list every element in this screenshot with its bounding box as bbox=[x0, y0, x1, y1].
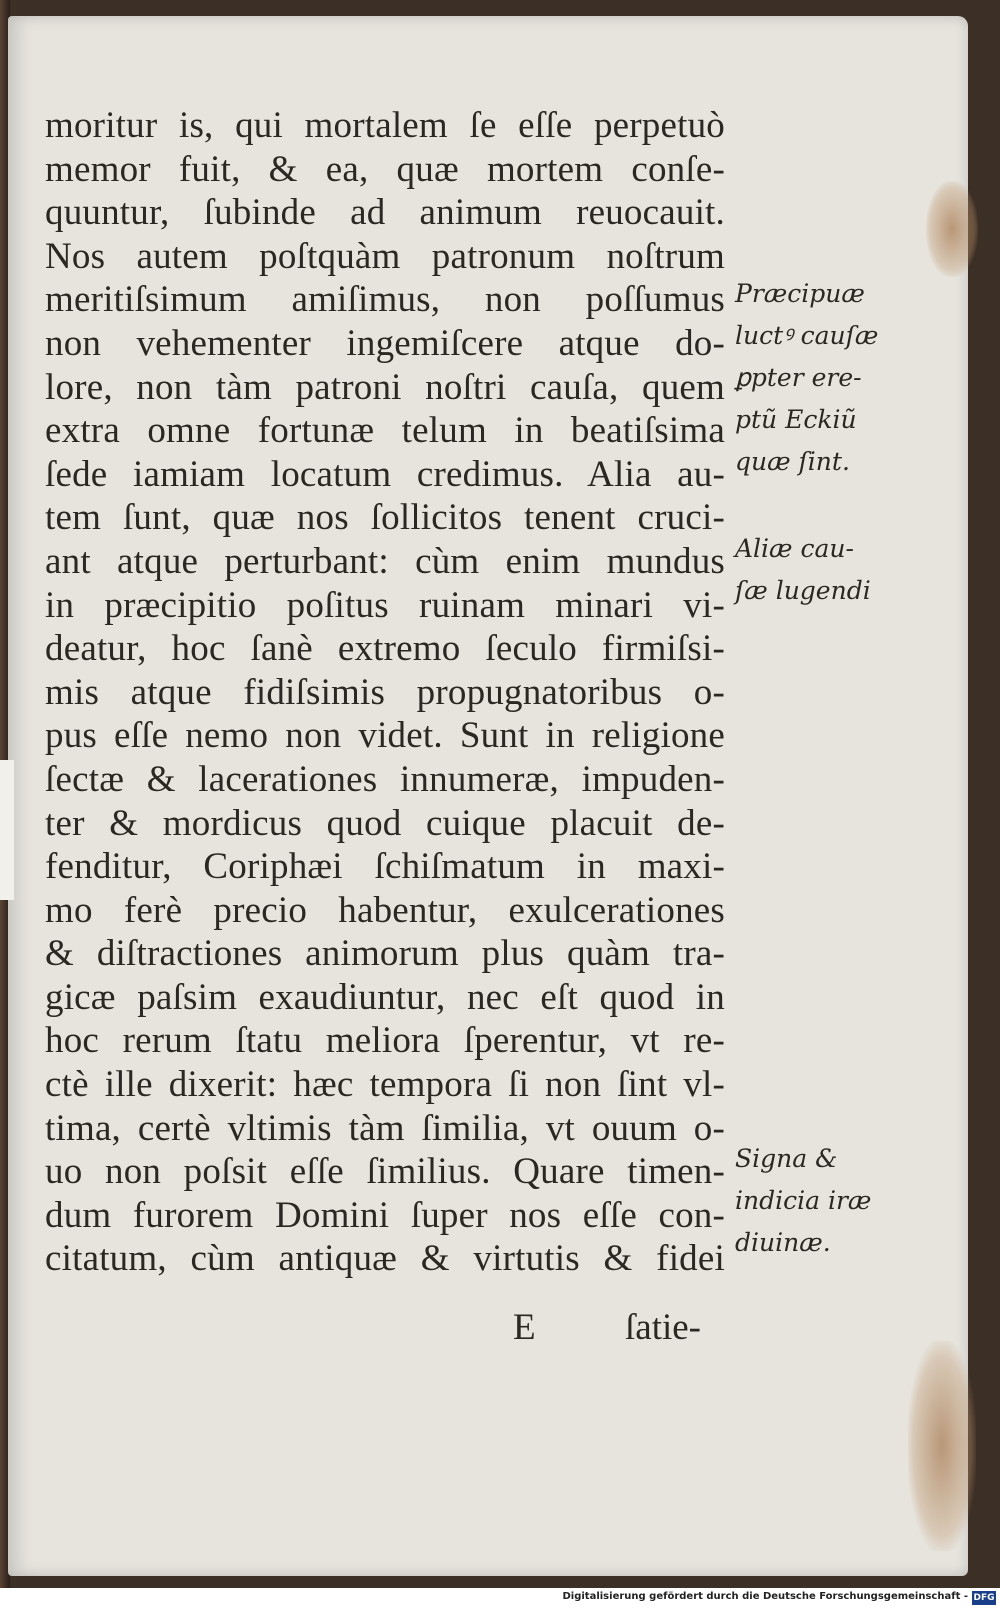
marginal-note-line: Signa & bbox=[735, 1144, 838, 1173]
text-line: tima, certè vltimis tàm ſimilia, vt ouum o- bbox=[45, 1107, 725, 1149]
body-text bbox=[45, 104, 725, 1281]
text-line: deatur, hoc ſanè extremo ſeculo firmiſsi- bbox=[45, 628, 725, 670]
text-line: & diſtractiones animorum plus quàm tra- bbox=[45, 933, 725, 975]
text-line: ſede iamiam locatum credimus. Alia au- bbox=[45, 453, 725, 495]
text-line: non vehementer ingemiſcere atque do- bbox=[45, 322, 725, 364]
marginal-note-line: Præcipuæ bbox=[735, 279, 865, 308]
marginal-note-line: Aliæ cau- bbox=[735, 534, 854, 563]
marginal-note-line: ꝑpter ere- bbox=[735, 363, 862, 392]
marginal-note-line: diuinæ. bbox=[735, 1228, 831, 1257]
digitization-footer bbox=[0, 1588, 1000, 1608]
text-line: Nos autem poſtquàm patronum noſtrum bbox=[45, 235, 725, 277]
text-line: ſectæ & lacerationes innumeræ, impuden- bbox=[45, 758, 725, 800]
marginal-note bbox=[735, 273, 895, 483]
paper-slip bbox=[0, 760, 14, 900]
text-line: fenditur, Coriphæi ſchiſmatum in maxi- bbox=[45, 846, 725, 888]
text-line: extra omne fortunæ telum in beatiſsima bbox=[45, 410, 725, 452]
marginal-note-line: ſæ lugendi bbox=[735, 576, 871, 605]
catchword: ſatie- bbox=[625, 1307, 702, 1348]
signature-mark: E bbox=[513, 1307, 536, 1348]
page-footer-marks bbox=[45, 1306, 725, 1346]
text-line: quuntur, ſubinde ad animum reuocauit. bbox=[45, 192, 725, 234]
text-line: gicæ paſsim exaudiuntur, nec eſt quod in bbox=[45, 976, 725, 1018]
text-line: ant atque perturbant: cùm enim mundus bbox=[45, 540, 725, 582]
marginal-note-line: ptũ Eckiũ bbox=[735, 405, 857, 434]
text-line: pus eſſe nemo non videt. Sunt in religione bbox=[45, 715, 725, 757]
text-line: dum furorem Domini ſuper nos eſſe con- bbox=[45, 1194, 725, 1236]
text-line: memor fuit, & ea, quæ mortem conſe- bbox=[45, 148, 725, 190]
page-stain bbox=[908, 1341, 976, 1551]
funding-credit: Digitalisierung gefördert durch die Deutsche Forschungsgemeinschaft - bbox=[562, 1591, 968, 1602]
marginal-note bbox=[735, 1138, 895, 1264]
text-line: meritiſsimum amiſimus, non poſſumus bbox=[45, 279, 725, 321]
text-line: tem ſunt, quæ nos ſollicitos tenent cruci- bbox=[45, 497, 725, 539]
text-line: ctè ille dixerit: hæc tempora ſi non ſint vl- bbox=[45, 1064, 725, 1106]
text-line: mis atque fidiſsimis propugnatoribus o- bbox=[45, 671, 725, 713]
text-line: moritur is, qui mortalem ſe eſſe perpetuò bbox=[45, 105, 725, 146]
marginal-note-line: luctꝰ cauſæ bbox=[735, 321, 879, 350]
marginal-note-line: indicia iræ bbox=[735, 1186, 872, 1215]
text-line: uo non poſsit eſſe ſimilius. Quare timen- bbox=[45, 1151, 725, 1193]
text-line: hoc rerum ſtatu meliora ſperentur, vt re- bbox=[45, 1020, 725, 1062]
marginal-note-line: quæ ſint. bbox=[735, 447, 850, 476]
text-line: mo ferè precio habentur, exulcerationes bbox=[45, 889, 725, 931]
text-line: in præcipitio poſitus ruinam minari vi- bbox=[45, 584, 725, 626]
text-line: lore, non tàm patroni noſtri cauſa, quem bbox=[45, 366, 725, 408]
page-stain bbox=[926, 181, 978, 277]
text-line: citatum, cùm antiquæ & virtutis & fidei bbox=[45, 1238, 725, 1280]
dfg-logo-icon: DFG bbox=[973, 1593, 995, 1603]
marginal-note bbox=[735, 528, 895, 612]
text-line: ter & mordicus quod cuique placuit de- bbox=[45, 802, 725, 844]
